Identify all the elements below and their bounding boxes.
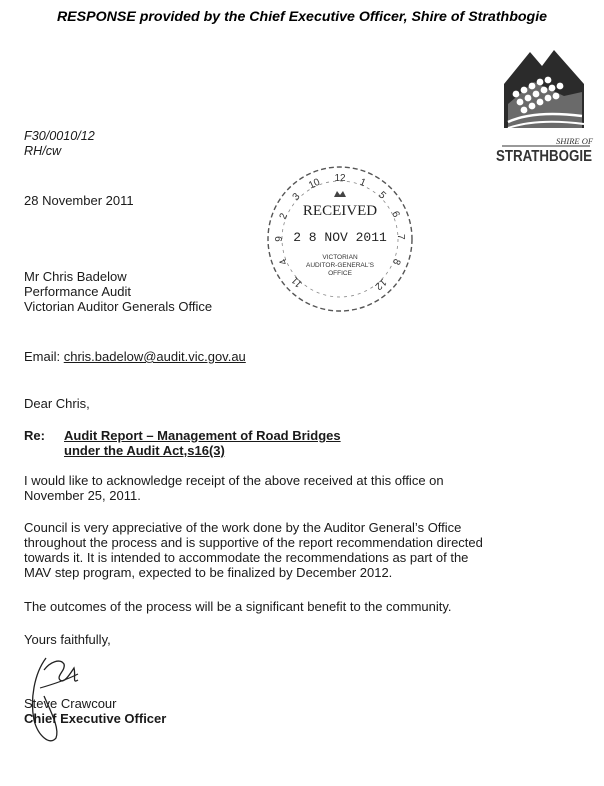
paragraph-line: November 25, 2011. xyxy=(24,488,141,503)
paragraph-outcomes: The outcomes of the process will be a significant benefit to the community. xyxy=(24,599,452,614)
paragraph-acknowledge xyxy=(24,473,584,503)
signatory-title: Chief Executive Officer xyxy=(24,711,167,726)
reference-block xyxy=(24,129,95,159)
recipient-office: Victorian Auditor Generals Office xyxy=(24,299,213,314)
reference-initials: RH/cw xyxy=(24,144,62,158)
document-banner: RESPONSE provided by the Chief Executive Officer, Shire of Strathbogie xyxy=(56,9,548,25)
handwritten-signature xyxy=(20,640,110,750)
stamp-clock-number: 8 xyxy=(389,257,403,267)
closing: Yours faithfully, xyxy=(24,632,111,647)
stamp-clock-number: 7 xyxy=(394,233,407,240)
email-label: Email: xyxy=(24,349,64,364)
reference-file-number: F30/0010/12 xyxy=(24,129,95,143)
stamp-date: 2 8 NOV 2011 xyxy=(293,230,387,245)
email-line xyxy=(24,349,246,364)
stamp-clock-number: 6 xyxy=(389,209,402,220)
stamp-office-line3: OFFICE xyxy=(328,270,352,277)
logo-text-shire-of: SHIRE OF xyxy=(556,136,594,146)
logo-text-strathbogie: STRATHBOGIE xyxy=(496,148,592,165)
email-link[interactable]: chris.badelow@audit.vic.gov.au xyxy=(63,349,246,364)
paragraph-line: towards it. It is intended to accommodate the recommendations as part of the xyxy=(24,550,469,565)
signatory-block xyxy=(24,696,166,726)
stamp-clock-number: 9 xyxy=(274,236,285,242)
stamp-clock-number: 3 xyxy=(290,191,303,203)
recipient-address xyxy=(24,269,212,314)
stamp-crown-icon xyxy=(334,191,346,197)
paragraph-line: MAV step program, expected to be finalized by December 2012. xyxy=(24,565,393,580)
stamp-clock-number: 12 xyxy=(372,276,389,292)
paragraph-line: I would like to acknowledge receipt of the above received at this office on xyxy=(24,473,444,488)
stamp-clock-number: 12 xyxy=(334,173,346,184)
paragraph-appreciation xyxy=(24,520,584,580)
stamp-office-line1: VICTORIAN xyxy=(322,254,358,261)
paragraph-line: Council is very appreciative of the work done by the Auditor General’s Office xyxy=(24,520,462,535)
stamp-office-line2: AUDITOR-GENERAL'S xyxy=(306,262,374,269)
paragraph-line: throughout the process and is supportive of the report recommendation directed xyxy=(24,535,483,550)
stamp-clock-number: 10 xyxy=(307,176,322,192)
recipient-department: Performance Audit xyxy=(24,284,131,299)
subject-line2: under the Audit Act,s16(3) xyxy=(64,443,225,458)
signatory-name: Steve Crawcour xyxy=(24,696,117,711)
salutation: Dear Chris, xyxy=(24,396,90,411)
recipient-name: Mr Chris Badelow xyxy=(24,269,127,284)
letter-date: 28 November 2011 xyxy=(24,193,134,208)
mountain-logo-icon xyxy=(504,50,584,128)
subject-line1: Audit Report – Management of Road Bridges xyxy=(64,428,341,443)
shire-logo xyxy=(494,44,594,168)
stamp-clock-number: 2 xyxy=(277,211,291,221)
stamp-clock-number: 11 xyxy=(289,274,305,290)
received-stamp xyxy=(254,157,426,317)
stamp-received-label: RECEIVED xyxy=(302,203,378,219)
stamp-clock-number: 1 xyxy=(358,176,368,190)
subject-label: Re: xyxy=(24,428,45,443)
stamp-clock-number: 5 xyxy=(376,189,388,202)
stamp-clock-number: 4 xyxy=(277,257,291,267)
subject-text xyxy=(64,428,341,458)
